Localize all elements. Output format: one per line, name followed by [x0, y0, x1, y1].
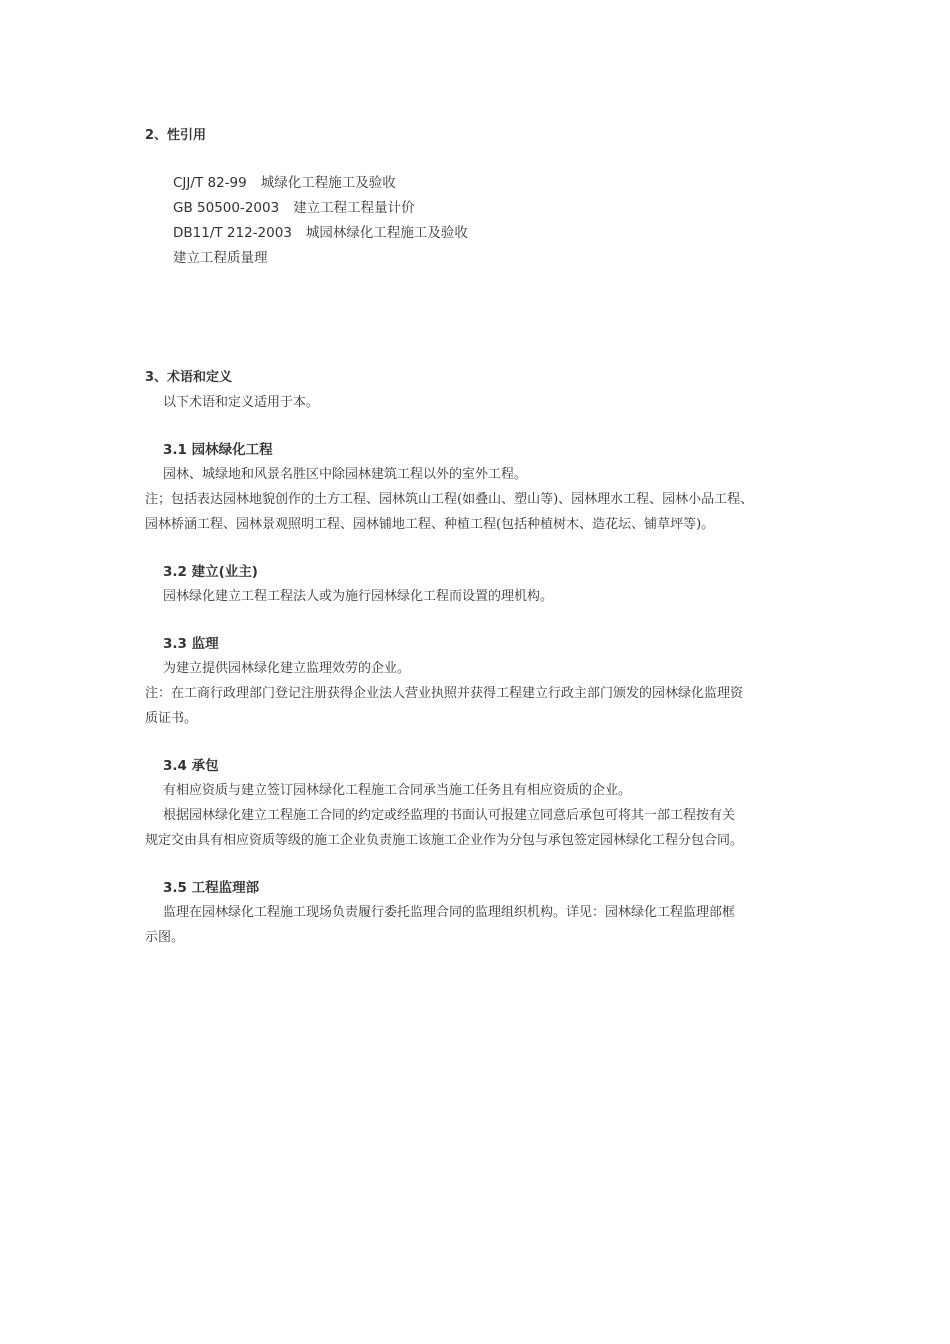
term-definition: 根据园林绿化建立工程施工合同的约定或经监理的书面认可报建立同意后承包可将其一部工程按有关 — [163, 808, 736, 823]
section-3-heading: 3、术语和定义 — [145, 370, 233, 385]
reference-item — [173, 174, 396, 192]
term-title: 3.3 监理 — [163, 636, 219, 652]
reference-name: 建立工程质量理 — [173, 250, 268, 266]
term-definition: 为建立提供园林绿化建立监理效劳的企业。 — [163, 661, 411, 676]
term-continuation: 规定交由具有相应资质等级的施工企业负责施工该施工企业作为分包与承包签定园林绿化工程分包合同。 — [145, 833, 744, 848]
reference-code: GB 50500-2003 — [173, 200, 280, 216]
term-continuation: 示图。 — [145, 930, 185, 945]
reference-code: CJJ/T 82-99 — [173, 175, 247, 191]
reference-name: 建立工程工程量计价 — [293, 200, 415, 216]
term-title: 3.1 园林绿化工程 — [163, 442, 273, 458]
term-title: 3.5 工程监理部 — [163, 880, 260, 896]
term-note: 注；包括表达园林地貌创作的土方工程、园林筑山工程(如叠山、塑山等)、园林理水工程、园林小品工程、 — [145, 492, 754, 507]
term-definition: 有相应资质与建立签订园林绿化工程施工合同承当施工任务且有相应资质的企业。 — [163, 783, 632, 798]
term-note: 注：在工商行政理部门登记注册获得企业法人营业执照并获得工程建立行政主部门颁发的园林绿化监理资 — [145, 686, 744, 701]
reference-name: 城园林绿化工程施工及验收 — [305, 225, 468, 241]
reference-item — [173, 199, 415, 217]
term-definition: 园林、城绿地和风景名胜区中除园林建筑工程以外的室外工程。 — [163, 467, 528, 482]
term-title: 3.4 承包 — [163, 758, 219, 774]
term-definition: 园林绿化建立工程工程法人或为施行园林绿化工程而设置的理机构。 — [163, 589, 554, 604]
reference-name: 城绿化工程施工及验收 — [260, 175, 396, 191]
term-note: 园林桥涵工程、园林景观照明工程、园林铺地工程、种植工程(包括种植树木、造花坛、铺草坪等)。 — [145, 517, 715, 532]
reference-code: DB11/T 212-2003 — [173, 225, 292, 241]
reference-item — [173, 224, 468, 242]
section-3-intro: 以下术语和定义适用于本。 — [163, 395, 320, 410]
term-title: 3.2 建立(业主) — [163, 564, 258, 580]
term-note: 质证书。 — [145, 711, 198, 726]
section-2-heading: 2、性引用 — [145, 128, 207, 143]
reference-item — [173, 249, 268, 267]
term-definition: 监理在园林绿化工程施工现场负责履行委托监理合同的监理组织机构。详见：园林绿化工程监理部框 — [163, 905, 736, 920]
